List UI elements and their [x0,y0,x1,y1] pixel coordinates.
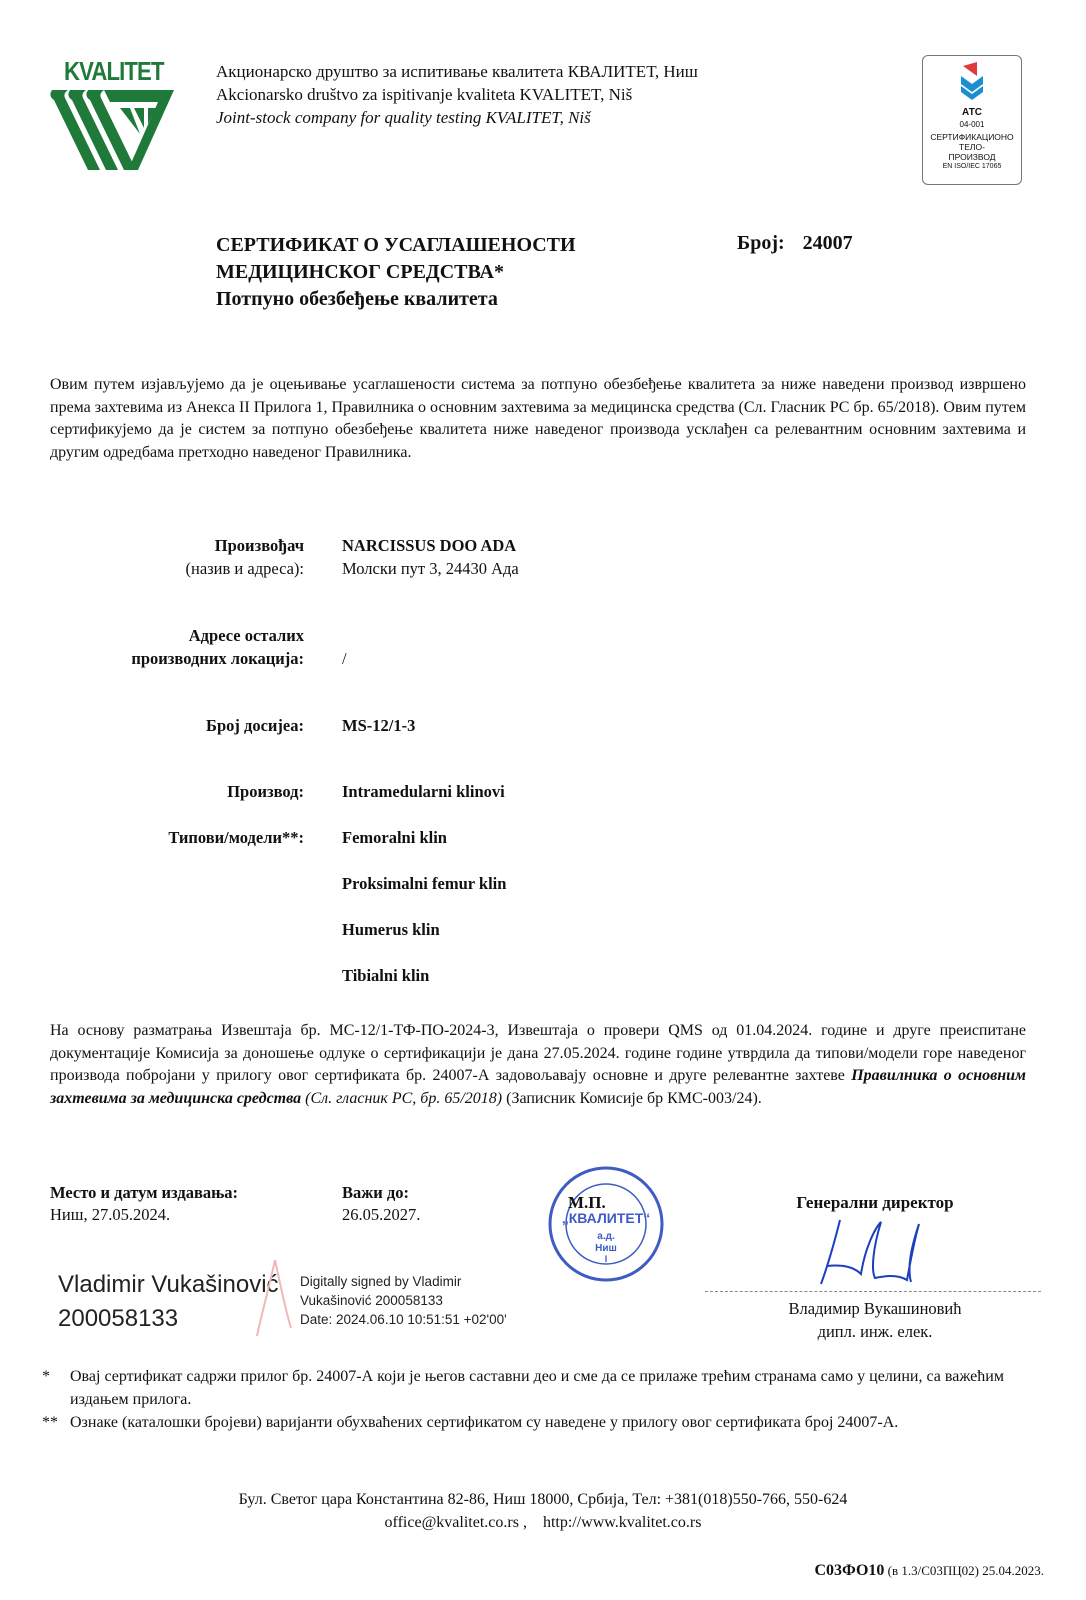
company-stamp-icon [546,1165,666,1283]
address-line: Бул. Светог цара Константина 82-86, Ниш 18000, Србија, Тел: +381(018)550-766, 550-624 [238,1491,848,1508]
logo-text: KVALITET [64,56,164,86]
company-name-english: Joint-stock company for quality testing KVALITET, Niš [216,108,591,127]
logo-emblem-icon [48,84,178,176]
dsig-line-1: Digitally signed by Vladimir [300,1274,462,1289]
digital-signer-id: 200058133 [58,1305,179,1332]
valid-until-label: Важи до: [342,1183,409,1202]
svg-text:I: I [604,1254,608,1264]
basis-gazette: (Сл. гласник РС, бр. 65/2018) [301,1089,503,1107]
atc-logo-icon [957,62,987,100]
other-locations-value: / [342,649,347,668]
stamp-mp-label: М.П. [568,1193,606,1212]
manufacturer-address: Молски пут 3, 24430 Ада [342,559,519,578]
basis-regulation: Правилника о основним захтевима за медицинска средства [50,1067,1026,1107]
dossier-label: Број досијеа: [206,716,304,735]
number-label: Број: [737,232,785,254]
footnote-text: Овај сертификат садржи прилог бр. 24007-А који је његов саставни део и сме да се прилаже трећим странама само у целини, са важећим издањем прилога. [70,1368,1004,1408]
number-value: 24007 [802,232,853,254]
atc-name: АТС [961,107,983,118]
doc-date: 25.04.2023. [982,1563,1044,1578]
director-name-block [705,1297,1045,1343]
footer-address [0,1488,1086,1534]
atc-line1: СЕРТИФИКАЦИОНО [930,132,1014,142]
digital-signature-watermark-icon [255,1258,295,1338]
valid-until [342,1182,420,1226]
dsig-line-2: Vukašinović 200058133 [300,1293,443,1308]
svg-text:Ниш: Ниш [595,1243,617,1254]
kvalitet-logo [48,56,180,176]
director-title [705,1193,1045,1213]
email-link[interactable]: office@kvalitet.co.rs [384,1514,519,1531]
signature-line [705,1291,1041,1292]
manufacturer-value [342,534,519,580]
svg-text:а.д.: а.д. [597,1231,615,1242]
atc-line2: ТЕЛО- [959,142,985,152]
manufacturer-name: NARCISSUS DOO ADA [342,536,517,555]
certificate-number [737,232,853,255]
manufacturer-label-text: Произвођач [214,536,304,555]
type-item-4: Tibialni klin [342,966,430,985]
intro-paragraph: Овим путем изјављујемо да је оцењивање усаглашености система за потпуно обезбеђење квалитета за ниже наведени производ извршено према захтевима из Анекса II Прилога 1, Правилника о основним захтевима за медицинска средства (Сл. Гласник РС бр. 65/2018). Овим путем сертификујемо да је систем за потпуно обезбеђење квалитета ниже наведеног производа усклађен са релевантним основним захтевима и другим одредбама претходно наведеног Правилника. [50,376,1026,461]
atc-standard: EN ISO/IEC 17065 [942,163,1002,170]
doc-version: (в 1.3/С03ПЦ02) [887,1563,979,1578]
digital-signature-name [58,1268,279,1336]
company-name-cyrillic: Акционарско друштво за испитивање квалитета КВАЛИТЕТ, Ниш [216,62,698,81]
dsig-line-3: Date: 2024.06.10 10:51:51 +02'00' [300,1312,507,1327]
type-item-3: Humerus klin [342,920,440,939]
issue-place-date [50,1182,238,1226]
type-item-1: Femoralni klin [342,828,447,847]
document-reference [814,1562,1044,1580]
product-label: Производ: [227,782,304,801]
type-item-2: Proksimalni femur klin [342,874,507,893]
company-name-latin: Akcionarsko društvo za ispitivanje kvaliteta KVALITET, Niš [216,85,633,104]
basis-paragraph [50,1020,1026,1110]
director-degree: дипл. инж. елек. [817,1322,933,1341]
other-locations-label-2: производних локација: [131,649,304,668]
manufacturer-label [54,534,304,580]
atc-line3: ПРОИЗВОД [948,152,996,162]
company-header [216,60,698,129]
footnote-2 [42,1412,1032,1435]
basis-text: На основу разматрања Извештаја бр. МС-12/1-ТФ-ПО-2024-3, Извештаја о провери QMS од 01.04.2024. године и друге преиспитане документације Комисија за доношење одлуке о сертификацији је дана 27.05.2024. године године утврдила да типови/модели горе наведеног производа побројани у прилогу овог сертификата бр. 24007-А задовољавају основне и друге релевантне захтеве [50,1022,1026,1084]
svg-text:„КВАЛИТЕТ“: „КВАЛИТЕТ“ [561,1210,651,1226]
manufacturer-sublabel: (назив и адреса): [185,559,304,578]
atc-code: 04-001 [959,120,985,129]
doc-code: С03ФО10 [814,1562,885,1579]
footnote-mark: ** [42,1414,58,1431]
director-title-text: Генерални директор [796,1193,954,1212]
title-line-3: Потпуно обезбеђење квалитета [216,288,498,310]
accreditation-badge [922,55,1022,185]
place-date-label: Место и датум издавања: [50,1183,239,1202]
director-name: Владимир Вукашиновић [788,1299,962,1318]
footnote-text: Ознаке (каталошки бројеви) варијанти обухваћених сертификатом су наведене у прилогу овог сертификата број 24007-А. [70,1414,899,1431]
types-label: Типови/модели**: [168,828,304,847]
footnote-mark: * [42,1368,50,1385]
footnote-1 [42,1366,1032,1411]
website-link[interactable]: http://www.kvalitet.co.rs [542,1514,702,1531]
place-date-value: Ниш, 27.05.2024. [50,1205,171,1224]
digital-signer-name: Vladimir Vukašinović [58,1271,279,1298]
valid-until-value: 26.05.2027. [342,1205,421,1224]
product-value: Intramedularni klinovi [342,782,505,801]
basis-minutes: (Записник Комисије бр КМС-003/24). [502,1089,762,1107]
dossier-value: MS-12/1-3 [342,716,416,735]
title-line-2: МЕДИЦИНСКОГ СРЕДСТВА* [216,261,504,283]
other-locations-label [54,624,304,670]
separator: , [522,1514,539,1531]
certificate-title [216,232,576,313]
digital-signature-info [300,1272,507,1329]
other-locations-label-1: Адресе осталих [188,626,304,645]
handwritten-signature-icon [815,1218,925,1288]
title-line-1: СЕРТИФИКАТ О УСАГЛАШЕНОСТИ [216,234,576,256]
